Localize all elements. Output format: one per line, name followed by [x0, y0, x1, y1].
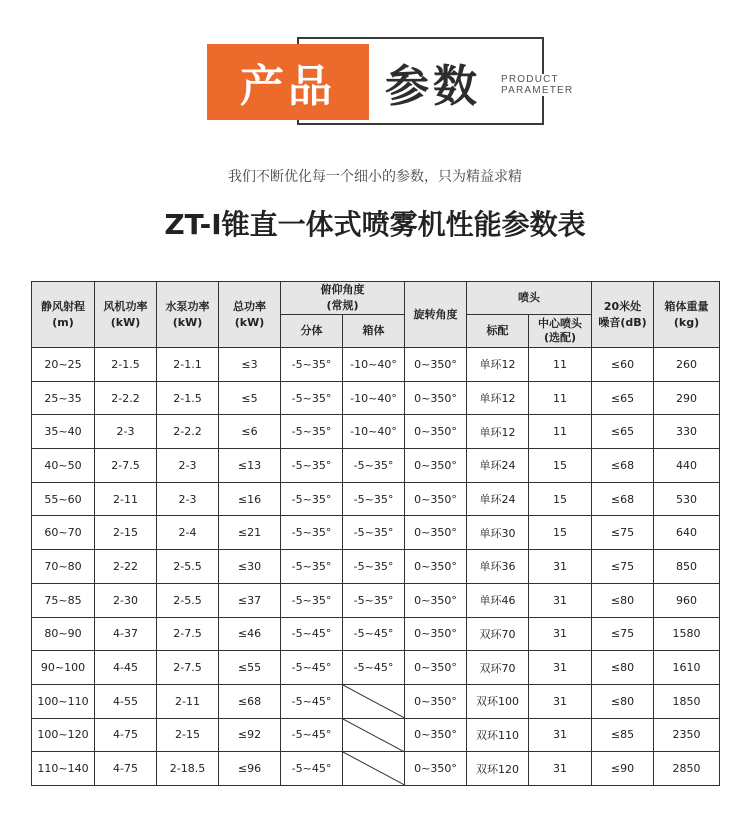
- cell-range: 55~60: [32, 482, 95, 516]
- cell-total-power: ≤6: [219, 415, 281, 449]
- banner-title-right: 参数: [369, 44, 497, 120]
- table-row: [32, 651, 720, 685]
- cell-range: 20~25: [32, 348, 95, 382]
- cell-range: 75~85: [32, 583, 95, 617]
- cell-pump-power: 2-3: [157, 449, 219, 483]
- cell-nozzle-center: 31: [529, 617, 592, 651]
- cell-pump-power: 2-5.5: [157, 550, 219, 584]
- header-range: 静风射程 (m): [32, 282, 95, 348]
- cell-total-power: ≤13: [219, 449, 281, 483]
- cell-total-power: ≤96: [219, 752, 281, 786]
- cell-pump-power: 2-1.5: [157, 381, 219, 415]
- banner-title-left: 产品: [207, 44, 369, 120]
- cell-pitch-box: -10~40°: [343, 415, 405, 449]
- cell-range: 100~120: [32, 718, 95, 752]
- cell-pitch-split: -5~35°: [281, 348, 343, 382]
- cell-noise: ≤60: [592, 348, 654, 382]
- cell-pump-power: 2-5.5: [157, 583, 219, 617]
- cell-nozzle-std: 单环30: [467, 516, 529, 550]
- cell-fan-power: 2-11: [95, 482, 157, 516]
- table-row: [32, 752, 720, 786]
- cell-rotation: 0~350°: [405, 752, 467, 786]
- cell-nozzle-std: 双环100: [467, 684, 529, 718]
- table-row: [32, 550, 720, 584]
- cell-noise: ≤65: [592, 381, 654, 415]
- cell-pitch-box: -5~45°: [343, 617, 405, 651]
- cell-nozzle-std: 单环36: [467, 550, 529, 584]
- cell-weight: 530: [654, 482, 720, 516]
- cell-nozzle-center: 31: [529, 684, 592, 718]
- cell-range: 110~140: [32, 752, 95, 786]
- cell-pump-power: 2-1.1: [157, 348, 219, 382]
- cell-pitch-split: -5~35°: [281, 482, 343, 516]
- cell-pitch-box: -5~35°: [343, 550, 405, 584]
- table-row: [32, 381, 720, 415]
- cell-weight: 1850: [654, 684, 720, 718]
- cell-fan-power: 4-75: [95, 718, 157, 752]
- cell-noise: ≤75: [592, 516, 654, 550]
- cell-noise: ≤68: [592, 482, 654, 516]
- cell-nozzle-std: 双环110: [467, 718, 529, 752]
- cell-pitch-box: -5~35°: [343, 583, 405, 617]
- cell-total-power: ≤68: [219, 684, 281, 718]
- cell-rotation: 0~350°: [405, 583, 467, 617]
- table-row: [32, 348, 720, 382]
- cell-fan-power: 2-22: [95, 550, 157, 584]
- cell-range: 60~70: [32, 516, 95, 550]
- cell-rotation: 0~350°: [405, 348, 467, 382]
- cell-fan-power: 2-2.2: [95, 381, 157, 415]
- cell-pump-power: 2-18.5: [157, 752, 219, 786]
- cell-nozzle-center: 11: [529, 415, 592, 449]
- cell-fan-power: 4-75: [95, 752, 157, 786]
- cell-pitch-box: -5~45°: [343, 651, 405, 685]
- header-total-power: 总功率 (kW): [219, 282, 281, 348]
- cell-pitch-split: -5~35°: [281, 415, 343, 449]
- cell-pitch-split: -5~45°: [281, 651, 343, 685]
- cell-rotation: 0~350°: [405, 449, 467, 483]
- cell-nozzle-std: 单环24: [467, 482, 529, 516]
- header-nozzle-center: 中心喷头 (选配): [529, 315, 592, 348]
- cell-noise: ≤80: [592, 583, 654, 617]
- cell-total-power: ≤55: [219, 651, 281, 685]
- cell-rotation: 0~350°: [405, 617, 467, 651]
- cell-range: 100~110: [32, 684, 95, 718]
- cell-rotation: 0~350°: [405, 684, 467, 718]
- cell-pitch-split: -5~45°: [281, 684, 343, 718]
- cell-rotation: 0~350°: [405, 381, 467, 415]
- cell-noise: ≤90: [592, 752, 654, 786]
- cell-range: 25~35: [32, 381, 95, 415]
- cell-weight: 2350: [654, 718, 720, 752]
- cell-range: 40~50: [32, 449, 95, 483]
- cell-nozzle-center: 11: [529, 348, 592, 382]
- table-row: [32, 617, 720, 651]
- header-nozzle: 喷头: [467, 282, 592, 315]
- header-pitch: 俯仰角度 (常规): [281, 282, 405, 315]
- cell-nozzle-center: 11: [529, 381, 592, 415]
- page-title: ZT-I锥直一体式喷雾机性能参数表: [164, 208, 586, 241]
- cell-total-power: ≤3: [219, 348, 281, 382]
- cell-weight: 1610: [654, 651, 720, 685]
- cell-pitch-split: -5~35°: [281, 516, 343, 550]
- cell-nozzle-std: 单环24: [467, 449, 529, 483]
- cell-total-power: ≤30: [219, 550, 281, 584]
- cell-weight: 1580: [654, 617, 720, 651]
- cell-rotation: 0~350°: [405, 516, 467, 550]
- header-fan-power: 风机功率 (kW): [95, 282, 157, 348]
- subtitle: 我们不断优化每一个细小的参数，只为精益求精: [228, 169, 522, 185]
- cell-pitch-box-empty: [343, 684, 405, 718]
- cell-noise: ≤75: [592, 550, 654, 584]
- header-noise: 20米处 噪音(dB): [592, 282, 654, 348]
- cell-pump-power: 2-11: [157, 684, 219, 718]
- header-pitch-split: 分体: [281, 315, 343, 348]
- cell-weight: 2850: [654, 752, 720, 786]
- table-row: [32, 684, 720, 718]
- cell-noise: ≤65: [592, 415, 654, 449]
- cell-weight: 260: [654, 348, 720, 382]
- cell-nozzle-center: 31: [529, 752, 592, 786]
- cell-weight: 330: [654, 415, 720, 449]
- cell-rotation: 0~350°: [405, 718, 467, 752]
- cell-noise: ≤80: [592, 651, 654, 685]
- cell-rotation: 0~350°: [405, 482, 467, 516]
- cell-pitch-box: -5~35°: [343, 516, 405, 550]
- table-row: [32, 583, 720, 617]
- cell-range: 90~100: [32, 651, 95, 685]
- cell-nozzle-std: 双环120: [467, 752, 529, 786]
- spec-table: [31, 281, 720, 786]
- cell-pitch-box-empty: [343, 718, 405, 752]
- cell-pitch-split: -5~45°: [281, 718, 343, 752]
- cell-total-power: ≤92: [219, 718, 281, 752]
- cell-total-power: ≤21: [219, 516, 281, 550]
- cell-nozzle-std: 单环12: [467, 348, 529, 382]
- cell-total-power: ≤37: [219, 583, 281, 617]
- header-nozzle-std: 标配: [467, 315, 529, 348]
- cell-nozzle-std: 单环12: [467, 415, 529, 449]
- cell-nozzle-center: 31: [529, 550, 592, 584]
- cell-noise: ≤68: [592, 449, 654, 483]
- cell-weight: 960: [654, 583, 720, 617]
- cell-pump-power: 2-7.5: [157, 617, 219, 651]
- cell-pump-power: 2-3: [157, 482, 219, 516]
- cell-pitch-split: -5~35°: [281, 550, 343, 584]
- cell-pitch-split: -5~45°: [281, 752, 343, 786]
- cell-rotation: 0~350°: [405, 415, 467, 449]
- cell-nozzle-center: 31: [529, 718, 592, 752]
- cell-nozzle-std: 单环12: [467, 381, 529, 415]
- cell-weight: 640: [654, 516, 720, 550]
- cell-fan-power: 4-37: [95, 617, 157, 651]
- cell-rotation: 0~350°: [405, 651, 467, 685]
- cell-nozzle-center: 31: [529, 651, 592, 685]
- cell-pitch-box: -10~40°: [343, 348, 405, 382]
- cell-nozzle-std: 双环70: [467, 617, 529, 651]
- cell-pump-power: 2-7.5: [157, 651, 219, 685]
- cell-pitch-box: -5~35°: [343, 482, 405, 516]
- cell-pitch-split: -5~35°: [281, 381, 343, 415]
- table-row: [32, 415, 720, 449]
- cell-pitch-box: -10~40°: [343, 381, 405, 415]
- cell-fan-power: 2-1.5: [95, 348, 157, 382]
- header-pitch-box: 箱体: [343, 315, 405, 348]
- table-row: [32, 516, 720, 550]
- cell-pitch-split: -5~35°: [281, 449, 343, 483]
- cell-rotation: 0~350°: [405, 550, 467, 584]
- cell-nozzle-center: 15: [529, 516, 592, 550]
- cell-range: 70~80: [32, 550, 95, 584]
- cell-nozzle-std: 单环46: [467, 583, 529, 617]
- cell-fan-power: 4-55: [95, 684, 157, 718]
- cell-nozzle-center: 31: [529, 583, 592, 617]
- cell-total-power: ≤5: [219, 381, 281, 415]
- cell-pitch-box: -5~35°: [343, 449, 405, 483]
- cell-fan-power: 2-15: [95, 516, 157, 550]
- cell-range: 35~40: [32, 415, 95, 449]
- cell-pump-power: 2-15: [157, 718, 219, 752]
- cell-weight: 290: [654, 381, 720, 415]
- cell-nozzle-std: 双环70: [467, 651, 529, 685]
- cell-range: 80~90: [32, 617, 95, 651]
- cell-weight: 850: [654, 550, 720, 584]
- cell-total-power: ≤16: [219, 482, 281, 516]
- cell-nozzle-center: 15: [529, 449, 592, 483]
- cell-noise: ≤80: [592, 684, 654, 718]
- header-pump-power: 水泵功率 (kW): [157, 282, 219, 348]
- header-rotation: 旋转角度: [405, 282, 467, 348]
- cell-noise: ≤75: [592, 617, 654, 651]
- cell-pitch-split: -5~35°: [281, 583, 343, 617]
- cell-noise: ≤85: [592, 718, 654, 752]
- cell-weight: 440: [654, 449, 720, 483]
- cell-fan-power: 2-30: [95, 583, 157, 617]
- cell-pitch-box-empty: [343, 752, 405, 786]
- cell-pump-power: 2-4: [157, 516, 219, 550]
- table-row: [32, 482, 720, 516]
- cell-fan-power: 2-3: [95, 415, 157, 449]
- cell-fan-power: 2-7.5: [95, 449, 157, 483]
- cell-fan-power: 4-45: [95, 651, 157, 685]
- cell-total-power: ≤46: [219, 617, 281, 651]
- table-row: [32, 449, 720, 483]
- table-row: [32, 718, 720, 752]
- cell-nozzle-center: 15: [529, 482, 592, 516]
- cell-pump-power: 2-2.2: [157, 415, 219, 449]
- cell-pitch-split: -5~45°: [281, 617, 343, 651]
- banner-english: PRODUCT PARAMETER: [498, 74, 634, 96]
- header-weight: 箱体重量 (kg): [654, 282, 720, 348]
